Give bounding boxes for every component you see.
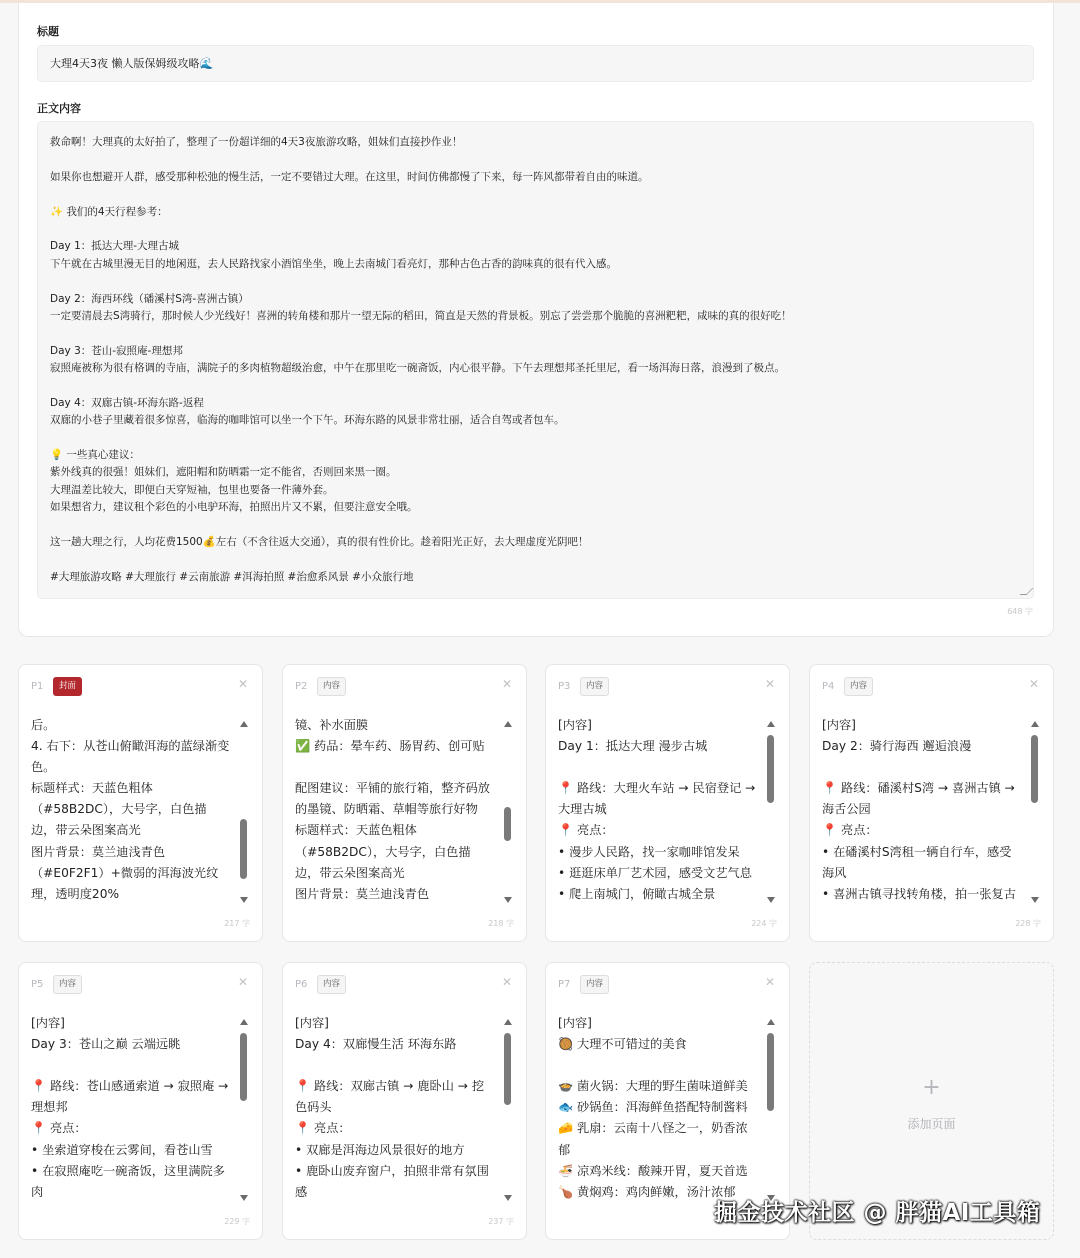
- content-line: • 双廊是洱海边风景很好的地方: [295, 1142, 465, 1157]
- content-line: 🐟 砂锅鱼：洱海鲜鱼搭配特制酱料: [558, 1100, 748, 1115]
- scroll-up-icon[interactable]: [767, 1019, 775, 1025]
- scroll-up-icon[interactable]: [240, 721, 248, 727]
- scroll-down-icon[interactable]: [504, 1195, 512, 1201]
- body-line: 下午就在古城里漫无目的地闲逛，去人民路找家小酒馆坐坐，晚上去南城门看亮灯，那种古色古香的韵味真的很有代入感。: [50, 257, 617, 270]
- body-line: 一定要清晨去S湾骑行，那时候人少光线好！喜洲的转角楼和那片一望无际的稻田，简直是天然的背景板。别忘了尝尝那个脆脆的喜洲粑粑，咸味的真的很好吃！: [50, 309, 792, 322]
- content-line: [558, 757, 763, 778]
- content-line: 图片背景：莫兰迪浅青色: [295, 886, 430, 901]
- body-line: 如果你也想避开人群，感受那种松弛的慢生活，一定不要错过大理。在这里，时间仿佛都慢了下来，每一阵风都带着自由的味道。: [50, 170, 649, 183]
- content-line: 🥘 大理不可错过的美食: [558, 1037, 687, 1052]
- scrollbar-thumb[interactable]: [767, 735, 774, 803]
- content-line: 📍 亮点：: [822, 823, 878, 838]
- content-line: 色码头: [295, 1100, 332, 1115]
- scroll-down-icon[interactable]: [504, 897, 512, 903]
- content-line: 🍗 黄焖鸡：鸡肉鲜嫩，汤汁浓郁: [558, 1184, 736, 1199]
- content-line: 理想邦: [31, 1100, 68, 1115]
- body-line: Day 1：抵达大理-大理古城: [50, 240, 180, 253]
- content-line: Day 1：抵达大理 漫步古城: [558, 739, 708, 754]
- close-icon[interactable]: ✕: [237, 677, 248, 691]
- page-card[interactable]: [18, 962, 263, 1240]
- watermark: 掘金技术社区 @ 胖猫AI工具箱: [714, 1200, 1041, 1226]
- body-line: 💡 一些真心建议：: [50, 449, 140, 462]
- body-line: #大理旅游攻略 #大理旅行 #云南旅游 #洱海拍照 #治愈系风景 #小众旅行地: [50, 570, 414, 583]
- body-line: 双廊的小巷子里藏着很多惊喜，临海的咖啡馆可以坐一个下午。环海东路的风景非常壮丽，适合自驾或者包车。: [50, 414, 565, 427]
- page-type-badge: 内容: [317, 975, 346, 994]
- content-line: [内容]: [31, 1016, 65, 1030]
- page-content[interactable]: [31, 1013, 236, 1205]
- body-line: 寂照庵被称为很有格调的寺庙，满院子的多肉植物超级治愈，中午在那里吃一碗斋饭，内心很平静。下午去理想邦圣托里尼，看一场洱海日落，浪漫到了极点。: [50, 362, 785, 375]
- body-line: [50, 377, 1021, 394]
- page-char-count: 217 字: [224, 919, 250, 928]
- close-icon[interactable]: ✕: [764, 677, 775, 691]
- page-card[interactable]: [18, 664, 263, 942]
- page-type-badge: 内容: [580, 975, 609, 994]
- content-line: • 漫步人民路，找一家咖啡馆发呆: [558, 844, 740, 859]
- note-editor-panel: [18, 3, 1054, 637]
- body-label: 正文内容: [37, 102, 81, 115]
- content-line: 海舌公园: [822, 802, 871, 817]
- content-line: • 在磻溪村S湾租一辆自行车，感受: [822, 844, 1012, 859]
- content-line: [295, 1055, 500, 1076]
- body-line: [50, 151, 1021, 168]
- content-line: Day 2：骑行海西 邂逅浪漫: [822, 739, 972, 754]
- content-line: 的墨镜、防晒霜、草帽等旅行好物: [295, 802, 478, 817]
- content-line: 4. 右下：从苍山俯瞰洱海的蓝绿渐变: [31, 739, 230, 754]
- page-card[interactable]: [809, 664, 1054, 942]
- content-line: Day 3：苍山之巅 云端远眺: [31, 1037, 181, 1052]
- body-line: 如果想省力，建议租个彩色的小电驴环海，拍照出片又不累，但要注意安全哦。: [50, 501, 418, 514]
- content-line: Day 4：双廊慢生活 环海东路: [295, 1037, 457, 1052]
- content-line: 📍 亮点：: [558, 823, 614, 838]
- body-line: [50, 325, 1021, 342]
- page-content[interactable]: [31, 715, 236, 907]
- page-number: P6: [295, 979, 308, 990]
- body-line: ✨ 我们的4天行程参考：: [50, 205, 168, 218]
- content-line: 感: [295, 1184, 308, 1199]
- scroll-up-icon[interactable]: [504, 721, 512, 727]
- body-line: [50, 273, 1021, 290]
- content-line: 边，带云朵图案高光: [31, 823, 141, 838]
- scrollbar-thumb[interactable]: [240, 819, 247, 879]
- page-char-count: 229 字: [224, 1217, 250, 1226]
- page-card[interactable]: [282, 962, 527, 1240]
- content-line: • 坐索道穿梭在云雾间，看苍山雪: [31, 1142, 213, 1157]
- page-content[interactable]: [558, 1013, 763, 1205]
- scroll-down-icon[interactable]: [240, 897, 248, 903]
- page-number: P3: [558, 681, 571, 692]
- content-line: • 鹿卧山废弃窗户，拍照非常有氛围: [295, 1163, 489, 1178]
- scroll-up-icon[interactable]: [1031, 721, 1039, 727]
- content-line: 📍 亮点：: [31, 1121, 87, 1136]
- content-line: [内容]: [295, 1016, 329, 1030]
- page-card[interactable]: [282, 664, 527, 942]
- content-line: 📍 亮点：: [295, 1121, 351, 1136]
- scrollbar-thumb[interactable]: [504, 807, 511, 841]
- content-line: 标题样式：天蓝色粗体: [295, 823, 417, 838]
- content-line: [内容]: [822, 718, 856, 732]
- body-line: [50, 186, 1021, 203]
- close-icon[interactable]: ✕: [501, 975, 512, 989]
- close-icon[interactable]: ✕: [764, 975, 775, 989]
- page-type-badge: 内容: [580, 677, 609, 696]
- content-line: 🍲 菌火锅：大理的野生菌味道鲜美: [558, 1079, 748, 1094]
- scroll-down-icon[interactable]: [767, 897, 775, 903]
- body-textarea[interactable]: [37, 121, 1034, 599]
- page-number: P4: [822, 681, 835, 692]
- content-line: 标题样式：天蓝色粗体: [31, 781, 153, 796]
- add-page-label: 添加页面: [907, 1117, 956, 1131]
- content-line: （#E0F2F1）+微弱的洱海波光纹: [31, 865, 219, 880]
- content-line: 大理古城: [558, 802, 607, 817]
- body-line: [50, 551, 1021, 568]
- page-number: P7: [558, 979, 571, 990]
- content-line: 🧀 乳扇：云南十八怪之一，奶香浓: [558, 1121, 748, 1136]
- content-line: 📍 路线：大理火车站 → 民宿登记 →: [558, 781, 756, 796]
- page-type-badge: 内容: [53, 975, 82, 994]
- body-line: Day 2：海西环线（磻溪村S湾-喜洲古镇）: [50, 292, 249, 305]
- content-line: • 喜洲古镇寻找转角楼，拍一张复古: [822, 886, 1016, 901]
- content-line: 📍 路线：磻溪村S湾 → 喜洲古镇 →: [822, 781, 1015, 796]
- body-char-count: 648 字: [1007, 607, 1033, 616]
- body-line: [50, 517, 1021, 534]
- content-line: 边，带云朵图案高光: [295, 865, 405, 880]
- page-content[interactable]: [295, 1013, 500, 1205]
- content-line: 🍜 凉鸡米线：酸辣开胃，夏天首选: [558, 1163, 748, 1178]
- scrollbar-thumb[interactable]: [767, 1033, 774, 1111]
- scroll-up-icon[interactable]: [240, 1019, 248, 1025]
- scrollbar-thumb[interactable]: [504, 1033, 511, 1105]
- content-line: • 爬上南城门，俯瞰古城全景: [558, 886, 716, 901]
- title-input[interactable]: 大理4天3夜 懒人版保姆级攻略🌊: [37, 45, 1034, 82]
- content-line: ✅ 药品：晕车药、肠胃药、创可贴: [295, 739, 485, 754]
- content-line: 理，透明度20%: [31, 886, 120, 901]
- body-line: 紫外线真的很强！姐妹们，遮阳帽和防晒霜一定不能省，否则回来黑一圈。: [50, 466, 397, 479]
- scroll-up-icon[interactable]: [767, 721, 775, 727]
- content-line: [558, 1055, 763, 1076]
- page-type-badge: 内容: [317, 677, 346, 696]
- close-icon[interactable]: ✕: [237, 975, 248, 989]
- content-line: [内容]: [558, 1016, 592, 1030]
- scroll-down-icon[interactable]: [240, 1195, 248, 1201]
- content-line: 📍 路线：双廊古镇 → 鹿卧山 → 挖: [295, 1079, 485, 1094]
- body-line: 这一趟大理之行，人均花费1500💰左右（不含往返大交通），真的很有性价比。趁着阳光正好，去大理虚度光阴吧！: [50, 535, 589, 548]
- page-char-count: 218 字: [488, 919, 514, 928]
- page-card[interactable]: [545, 664, 790, 942]
- page-type-badge: 封面: [53, 677, 82, 696]
- scrollbar-thumb[interactable]: [1031, 735, 1038, 803]
- content-line: [295, 757, 500, 778]
- body-line: Day 4：双廊古镇-环海东路-返程: [50, 396, 204, 409]
- content-line: • 在寂照庵吃一碗斋饭，这里满院多: [31, 1163, 225, 1178]
- content-line: [822, 757, 1027, 778]
- scroll-down-icon[interactable]: [1031, 897, 1039, 903]
- content-line: [31, 1055, 236, 1076]
- content-line: • 逛逛床单厂艺术园，感受文艺气息: [558, 865, 752, 880]
- content-line: 海风: [822, 865, 847, 880]
- content-line: （#58B2DC），大号字，白色描: [295, 844, 471, 859]
- page-char-count: 228 字: [1015, 919, 1041, 928]
- body-line: [50, 221, 1021, 238]
- body-line: 大理温差比较大，即便白天穿短袖，包里也要备一件薄外套。: [50, 483, 334, 496]
- page-number: P5: [31, 979, 44, 990]
- content-line: 📍 路线：苍山感通索道 → 寂照庵 →: [31, 1079, 229, 1094]
- content-line: 肉: [31, 1184, 44, 1199]
- content-line: 色。: [31, 760, 56, 775]
- page-number: P2: [295, 681, 308, 692]
- resize-handle-icon[interactable]: [1020, 588, 1034, 595]
- page-content[interactable]: [295, 715, 500, 907]
- body-line: [50, 430, 1021, 447]
- page-type-badge: 内容: [844, 677, 873, 696]
- content-line: 配图建议：平铺的旅行箱，整齐码放: [295, 781, 490, 796]
- title-label: 标题: [37, 25, 59, 38]
- page-number: P1: [31, 681, 44, 692]
- content-line: 镜、补水面膜: [295, 718, 369, 732]
- content-line: （#58B2DC），大号字，白色描: [31, 802, 207, 817]
- content-line: [内容]: [558, 718, 592, 732]
- content-line: 后。: [31, 718, 56, 732]
- page-content[interactable]: [558, 715, 763, 907]
- page-content[interactable]: [822, 715, 1027, 907]
- content-line: 郁: [558, 1142, 571, 1157]
- page-char-count: 237 字: [488, 1217, 514, 1226]
- body-line: 救命啊！大理真的太好拍了，整理了一份超详细的4天3夜旅游攻略，姐妹们直接抄作业！: [50, 136, 463, 148]
- page-char-count: 224 字: [751, 919, 777, 928]
- close-icon[interactable]: ✕: [1028, 677, 1039, 691]
- content-line: 图片背景：莫兰迪浅青色: [31, 844, 166, 859]
- plus-icon: +: [922, 1075, 941, 1100]
- body-line: Day 3：苍山-寂照庵-理想邦: [50, 344, 183, 357]
- scroll-up-icon[interactable]: [504, 1019, 512, 1025]
- scrollbar-thumb[interactable]: [240, 1033, 247, 1101]
- close-icon[interactable]: ✕: [501, 677, 512, 691]
